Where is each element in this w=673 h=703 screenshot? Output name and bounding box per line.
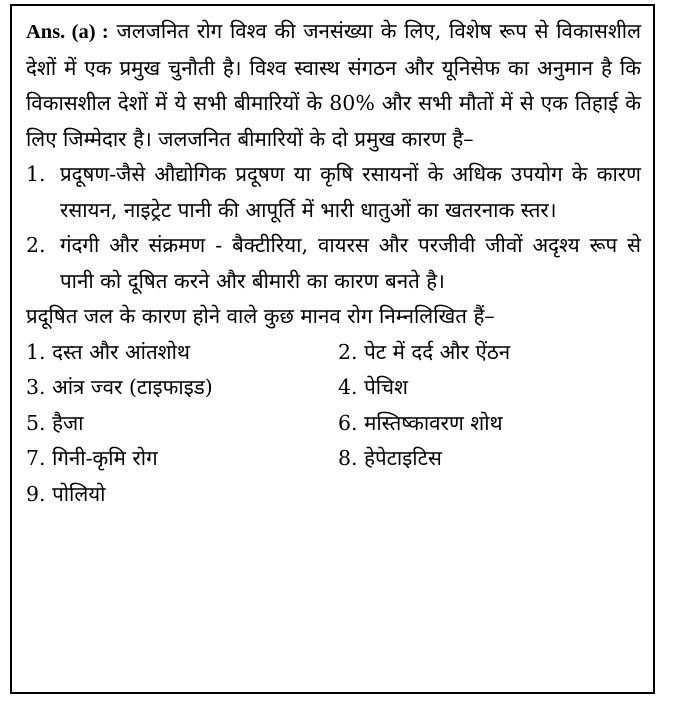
cause-text: गंदगी और संक्रमण - बैक्टीरिया, वायरस और परजीवी जीवों अदृश्य रूप से पानी को दूषित करने और बीमारी का कारण बनते है। [60,233,641,293]
disease-item: 4. पेचिश [338,375,408,399]
intro-text: जलजनित रोग विश्व की जनसंख्या के लिए, विशेष रूप से विकासशील देशों में एक प्रमुख चुनौती है। विश्व स्वास्थ संगठन और यूनिसेफ का अनुमान है कि विकासशील देशों में ये सभी बीमारियों के 80% और सभी मौतों में से एक तिहाई के लिए जिम्मेदार है। जलजनित बीमारियों के दो प्रमुख कारण है– [26,19,641,151]
cause-item [26,157,641,228]
disease-item: 7. गिनी-कृमि रोग [26,446,158,470]
answer-box [10,4,655,694]
disease-item: 6. मस्तिष्कावरण शोथ [338,410,503,435]
diseases-heading: प्रदूषित जल के कारण होने वाले कुछ मानव रोग निम्नलिखित हैं– [26,304,495,328]
disease-item: 5. हैजा [26,410,84,435]
cause-item [26,228,641,299]
cause-number: 1. [26,162,46,186]
cause-text: प्रदूषण-जैसे औद्योगिक प्रदूषण या कृषि रसायनों के अधिक उपयोग के कारण रसायन, नाइट्रेट पानी की आपूर्ति में भारी धातुओं का खतरनाक स्तर। [60,162,641,222]
cause-number: 2. [26,233,46,257]
diseases-list [26,335,641,513]
disease-item: 3. आंत्र ज्वर (टाइफाइड) [26,375,213,399]
disease-item: 9. पोलियो [26,481,106,506]
intro-paragraph [26,14,641,157]
disease-item: 8. हेपेटाइटिस [338,446,442,470]
disease-item: 1. दस्त और आंतशोथ [26,339,190,364]
answer-label: Ans. (a) : [26,21,109,43]
disease-item: 2. पेट में दर्द और ऐंठन [338,339,511,364]
